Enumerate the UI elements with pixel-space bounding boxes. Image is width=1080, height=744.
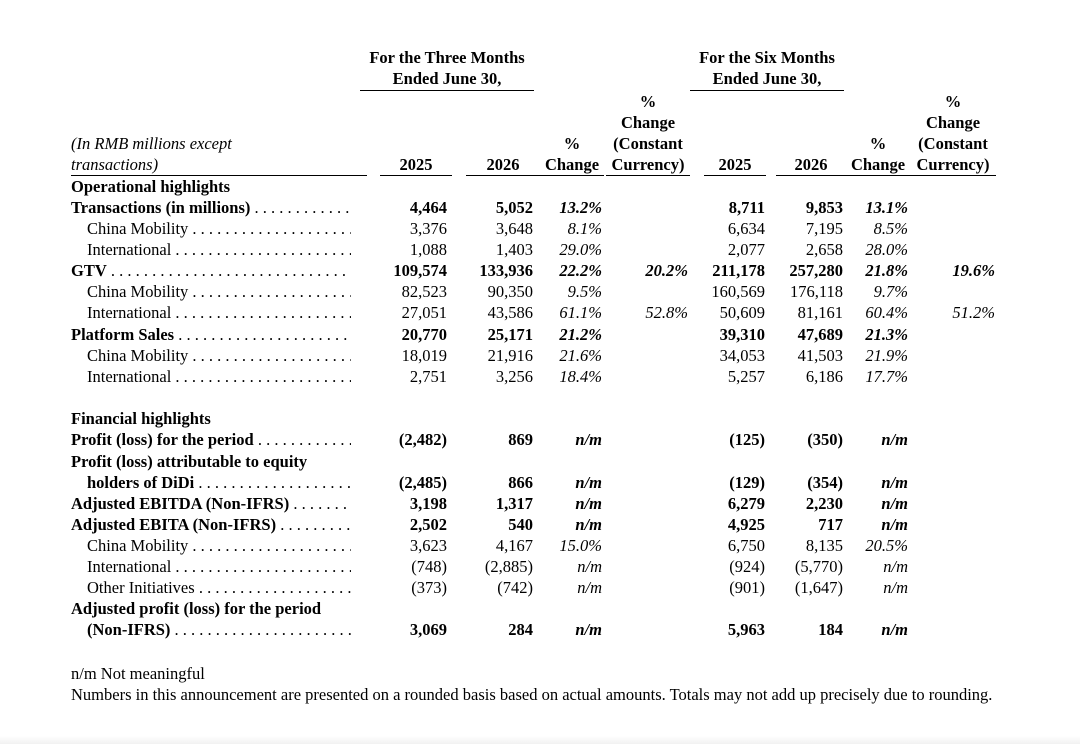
col3-2026: 2026 — [466, 155, 540, 176]
three-months-2025-cell: 18,019 — [401, 346, 447, 365]
three-months-2026-cell: (2,885) — [484, 557, 533, 576]
row-label: China Mobility . . . — [87, 536, 351, 556]
six-months-2026-cell: 6,186 — [805, 367, 843, 386]
six-months-2026-cell: 184 — [818, 620, 843, 639]
three-months-pct-change-cell: n/m — [575, 430, 602, 449]
cc3-change: Change — [620, 113, 676, 132]
six-months-header-line1: For the Six Months — [699, 48, 835, 67]
three-months-2026-cell: 540 — [508, 515, 533, 534]
six-months-pct-change-cell: 21.3% — [865, 325, 908, 344]
three-months-pct-change-cell: 8.1% — [567, 219, 602, 238]
units-label-line2: transactions) — [71, 155, 367, 176]
six-months-2026-cell: 257,280 — [789, 261, 843, 280]
cc3-pct: % — [639, 92, 657, 111]
six-months-2025-cell: 6,634 — [727, 219, 765, 238]
six-months-2026-cell: 47,689 — [797, 325, 843, 344]
six-months-pct-change-cell: n/m — [881, 620, 908, 639]
pct6-change: Change — [846, 155, 910, 176]
three-months-constant-currency-cell: 20.2% — [645, 261, 688, 280]
three-months-2026-cell: 284 — [508, 620, 533, 639]
six-months-pct-change-cell: 8.5% — [873, 219, 908, 238]
six-months-2025-cell: 211,178 — [712, 261, 765, 280]
three-months-pct-change-cell: n/m — [575, 473, 602, 492]
pct3-symbol: % — [563, 134, 581, 153]
three-months-constant-currency-cell: 52.8% — [645, 303, 688, 322]
cc6-constant: (Constant — [918, 134, 988, 153]
row-label: China Mobility . . . — [87, 282, 351, 302]
six-months-pct-change-cell: n/m — [881, 494, 908, 513]
cc3-constant: (Constant — [613, 134, 683, 153]
six-months-2026-cell: 41,503 — [797, 346, 843, 365]
six-months-2026-cell: 81,161 — [797, 303, 843, 322]
six-months-pct-change-cell: n/m — [881, 473, 908, 492]
row-label: Adjusted EBITA (Non-IFRS) . . . — [71, 515, 351, 535]
six-months-2026-cell: 2,230 — [805, 494, 843, 513]
six-months-pct-change-cell: n/m — [881, 430, 908, 449]
footnote-rounding: Numbers in this announcement are presented on a rounded basis based on actual amounts. Totals may not add up precisely due to rounding. — [71, 685, 993, 704]
col6-2026: 2026 — [776, 155, 846, 176]
six-months-2026-cell: 7,195 — [805, 219, 843, 238]
six-months-2025-cell: 6,279 — [727, 494, 765, 513]
six-months-2026-cell: (5,770) — [794, 557, 843, 576]
cc6-pct: % — [944, 92, 962, 111]
six-months-constant-currency-cell: 51.2% — [952, 303, 995, 322]
three-months-pct-change-cell: n/m — [575, 515, 602, 534]
six-months-2025-cell: 39,310 — [719, 325, 765, 344]
units-label-line1: (In RMB millions except — [71, 134, 232, 153]
three-months-pct-change-cell: 13.2% — [559, 198, 602, 217]
three-months-2025-cell: 3,623 — [409, 536, 447, 555]
three-months-pct-change-cell: 29.0% — [559, 240, 602, 259]
three-months-pct-change-cell: 21.2% — [559, 325, 602, 344]
financial-highlights-heading: Financial highlights — [71, 409, 211, 428]
three-months-2026-cell: 1,317 — [495, 494, 533, 513]
three-months-2026-cell: 21,916 — [487, 346, 533, 365]
six-months-2025-cell: (129) — [729, 473, 765, 492]
three-months-2026-cell: 1,403 — [495, 240, 533, 259]
six-months-2025-cell: 5,257 — [727, 367, 765, 386]
three-months-header-line2: Ended June 30, — [392, 69, 502, 88]
six-months-2026-cell: 8,135 — [805, 536, 843, 555]
six-months-2025-cell: (901) — [729, 578, 765, 597]
six-months-2025-cell: (924) — [729, 557, 765, 576]
six-months-pct-change-cell: 28.0% — [865, 240, 908, 259]
six-months-2025-cell: 4,925 — [727, 515, 765, 534]
six-months-underline — [690, 90, 844, 91]
row-label: International . . . — [87, 557, 351, 577]
six-months-pct-change-cell: 13.1% — [865, 198, 908, 217]
three-months-2025-cell: 20,770 — [401, 325, 447, 344]
three-months-2025-cell: (2,485) — [398, 473, 447, 492]
row-label: Profit (loss) for the period . . . — [71, 430, 351, 450]
footnote-not-meaningful: n/m Not meaningful — [71, 664, 205, 683]
profit-attributable-label-line1: Profit (loss) attributable to equity — [71, 452, 308, 471]
three-months-pct-change-cell: 21.6% — [559, 346, 602, 365]
three-months-pct-change-cell: 18.4% — [559, 367, 602, 386]
three-months-2026-cell: 3,256 — [495, 367, 533, 386]
six-months-2026-cell: 176,118 — [789, 282, 843, 301]
row-label: China Mobility . . . — [87, 346, 351, 366]
row-label: holders of DiDi . . . — [87, 473, 351, 493]
three-months-2026-cell: 5,052 — [495, 198, 533, 217]
three-months-2026-cell: (742) — [497, 578, 533, 597]
six-months-constant-currency-cell: 19.6% — [952, 261, 995, 280]
pct6-symbol: % — [869, 134, 887, 153]
six-months-2026-cell: 2,658 — [805, 240, 843, 259]
adjusted-profit-label-line1: Adjusted profit (loss) for the period — [71, 599, 322, 618]
three-months-2025-cell: (373) — [411, 578, 447, 597]
row-label: Other Initiatives . . . — [87, 578, 351, 598]
six-months-2025-cell: (125) — [729, 430, 765, 449]
six-months-2025-cell: 2,077 — [727, 240, 765, 259]
three-months-pct-change-cell: n/m — [577, 557, 602, 576]
pct3-change: Change — [540, 155, 604, 176]
row-label: International . . . — [87, 367, 351, 387]
six-months-pct-change-cell: n/m — [883, 557, 908, 576]
cc6-currency: Currency) — [910, 155, 996, 176]
row-label: Adjusted EBITDA (Non-IFRS) . . . — [71, 494, 351, 514]
three-months-pct-change-cell: n/m — [577, 578, 602, 597]
three-months-pct-change-cell: n/m — [575, 494, 602, 513]
row-label: Transactions (in millions) . . . — [71, 198, 351, 218]
row-label: (Non-IFRS) . . . — [87, 620, 351, 640]
six-months-pct-change-cell: n/m — [881, 515, 908, 534]
six-months-2025-cell: 5,963 — [727, 620, 765, 639]
three-months-pct-change-cell: 15.0% — [559, 536, 602, 555]
col6-2025: 2025 — [704, 155, 766, 176]
three-months-2025-cell: 2,502 — [409, 515, 447, 534]
six-months-pct-change-cell: 17.7% — [865, 367, 908, 386]
six-months-2025-cell: 34,053 — [719, 346, 765, 365]
three-months-2025-cell: 27,051 — [401, 303, 447, 322]
page-edge-shadow — [0, 736, 1080, 744]
six-months-2026-cell: (1,647) — [794, 578, 843, 597]
three-months-header-line1: For the Three Months — [369, 48, 525, 67]
three-months-2025-cell: (748) — [411, 557, 447, 576]
six-months-2026-cell: 9,853 — [805, 198, 843, 217]
three-months-2025-cell: 2,751 — [409, 367, 447, 386]
six-months-pct-change-cell: 21.8% — [865, 261, 908, 280]
operational-highlights-heading: Operational highlights — [71, 177, 231, 196]
three-months-2025-cell: 109,574 — [393, 261, 447, 280]
row-label: International . . . — [87, 240, 351, 260]
three-months-2026-cell: 866 — [508, 473, 533, 492]
six-months-2026-cell: 717 — [818, 515, 843, 534]
six-months-2026-cell: (354) — [807, 473, 843, 492]
three-months-pct-change-cell: n/m — [575, 620, 602, 639]
row-label: International . . . — [87, 303, 351, 323]
three-months-2025-cell: 3,198 — [409, 494, 447, 513]
three-months-2025-cell: 3,069 — [409, 620, 447, 639]
cc3-currency: Currency) — [606, 155, 690, 176]
three-months-pct-change-cell: 61.1% — [559, 303, 602, 322]
row-label: Platform Sales . . . — [71, 325, 351, 345]
six-months-pct-change-cell: 9.7% — [873, 282, 908, 301]
six-months-pct-change-cell: n/m — [883, 578, 908, 597]
three-months-2026-cell: 4,167 — [495, 536, 533, 555]
col3-2025: 2025 — [380, 155, 452, 176]
three-months-2025-cell: 82,523 — [401, 282, 447, 301]
three-months-pct-change-cell: 9.5% — [567, 282, 602, 301]
six-months-2025-cell: 6,750 — [727, 536, 765, 555]
three-months-underline — [360, 90, 534, 91]
three-months-2025-cell: (2,482) — [398, 430, 447, 449]
three-months-2026-cell: 43,586 — [487, 303, 533, 322]
row-label: GTV . . . — [71, 261, 351, 281]
three-months-2026-cell: 90,350 — [487, 282, 533, 301]
six-months-pct-change-cell: 20.5% — [865, 536, 908, 555]
three-months-2025-cell: 4,464 — [409, 198, 447, 217]
cc6-change: Change — [925, 113, 981, 132]
six-months-2025-cell: 8,711 — [728, 198, 765, 217]
three-months-2025-cell: 1,088 — [409, 240, 447, 259]
three-months-pct-change-cell: 22.2% — [559, 261, 602, 280]
row-label: China Mobility . . . — [87, 219, 351, 239]
three-months-2026-cell: 133,936 — [479, 261, 533, 280]
three-months-2026-cell: 25,171 — [487, 325, 533, 344]
three-months-2025-cell: 3,376 — [409, 219, 447, 238]
three-months-2026-cell: 869 — [508, 430, 533, 449]
six-months-2025-cell: 160,569 — [711, 282, 765, 301]
six-months-pct-change-cell: 21.9% — [865, 346, 908, 365]
six-months-2025-cell: 50,609 — [719, 303, 765, 322]
six-months-header-line2: Ended June 30, — [712, 69, 822, 88]
three-months-2026-cell: 3,648 — [495, 219, 533, 238]
six-months-2026-cell: (350) — [807, 430, 843, 449]
six-months-pct-change-cell: 60.4% — [865, 303, 908, 322]
